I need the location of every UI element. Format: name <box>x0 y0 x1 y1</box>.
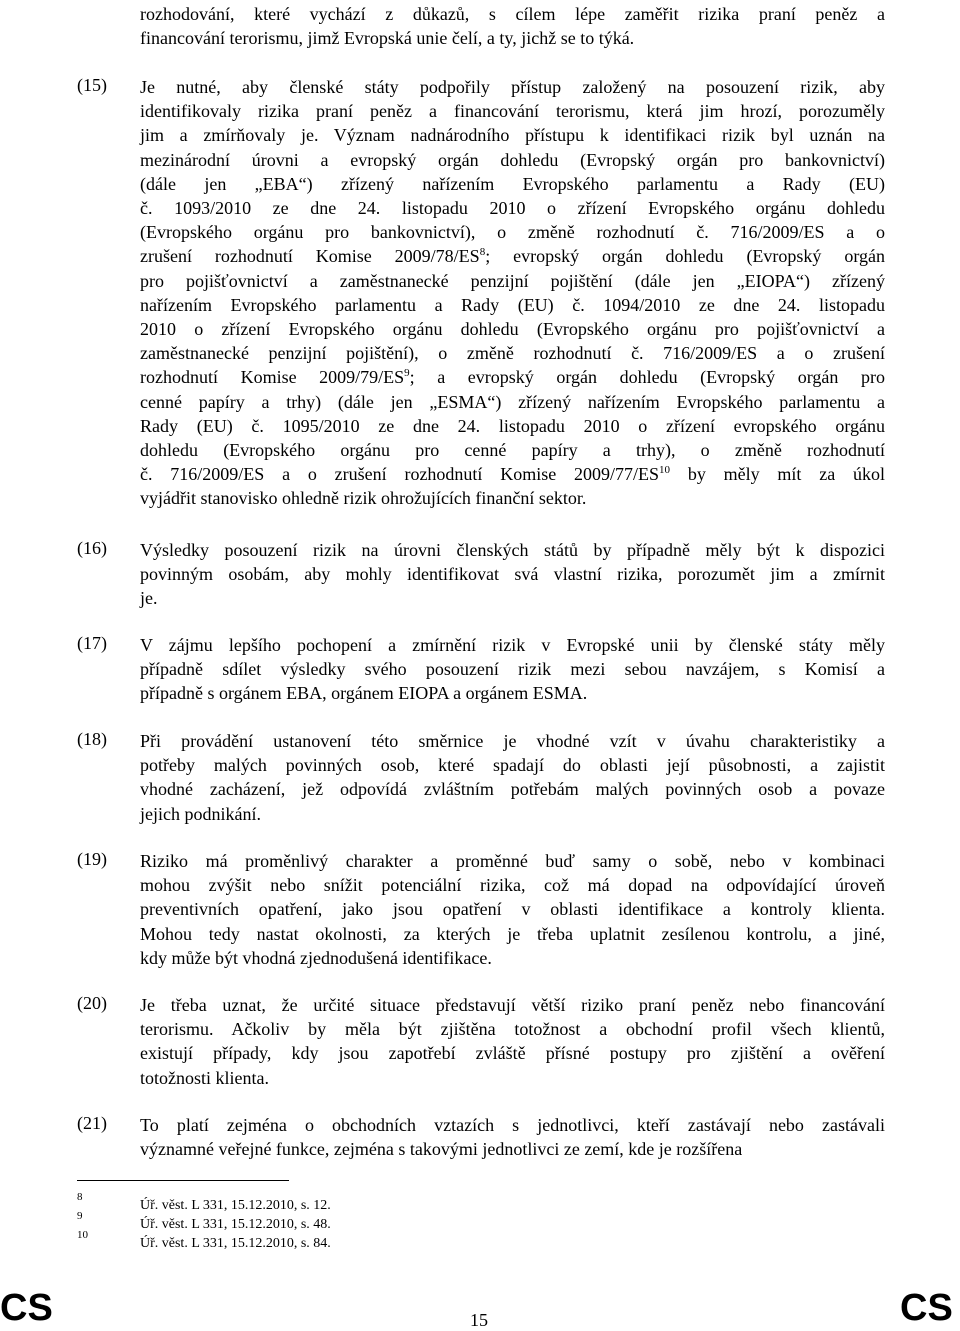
text-line: zaměstnanecké penzijní pojištění), o změně rozhodnutí č. 716/2009/ES a o zrušení <box>140 343 885 364</box>
paragraph-number: (20) <box>77 993 107 1013</box>
paragraph-number: (15) <box>77 75 107 95</box>
text-line: vhodné zacházení, jež odpovídá zvláštním potřebám malých povinných osob a povaze <box>140 779 885 800</box>
text-line: č. 716/2009/ES a o zrušení rozhodnutí Komise 2009/77/ES$^{10}$ by měly mít za úkol <box>140 464 885 485</box>
text-line: Je třeba uznat, že určité situace představují větší riziko praní peněz nebo financování <box>140 995 885 1015</box>
footnote-number: 8 <box>77 1191 83 1203</box>
paragraph-text <box>140 993 885 1090</box>
text-line: Riziko má proměnlivý charakter a proměnné buď samy o sobě, nebo v kombinaci <box>140 851 885 871</box>
text-line: mohou zvýšit nebo snížit potenciální rizika, což má dopad na odpovídající úroveň <box>140 875 885 896</box>
footnote <box>77 1191 577 1215</box>
text-line: nařízením Evropského parlamentu a Rady (EU) č. 1094/2010 ze dne 24. listopadu <box>140 294 885 315</box>
footnote-number: 10 <box>77 1229 88 1241</box>
text-line: (Evropského orgánu pro bankovnictví), o změně rozhodnutí č. 716/2009/ES a o <box>140 222 885 243</box>
text-line: identifikovaly rizika praní peněz a financování terorismu, která jim hrozí, porozuměly <box>140 101 885 122</box>
text-line: financování terorismu, jimž Evropská unie čelí, a ty, jichž se to týká. <box>140 28 635 49</box>
footnote-reference: 10 <box>659 464 671 477</box>
footer-language-left: CS <box>0 1287 53 1329</box>
text-line: V zájmu lepšího pochopení a zmírnění rizik v Evropské unii by členské státy měly <box>140 635 885 655</box>
paragraph-number: (21) <box>77 1113 107 1133</box>
paragraph-text <box>140 729 885 826</box>
footnote <box>77 1229 577 1253</box>
text-line: významné veřejné funkce, zejména s takovými jednotlivci ze zemí, kde je rozšířena <box>140 1139 743 1160</box>
text-line: jejich podnikání. <box>140 803 261 824</box>
text-line: č. 1093/2010 ze dne 24. listopadu 2010 o zřízení Evropského orgánu dohledu <box>140 198 885 219</box>
paragraph-text <box>140 849 885 970</box>
paragraph-text <box>140 1113 885 1161</box>
text-line: Mohou tedy nastat okolnosti, za kterých je třeba uplatnit zesílenou kontrolu, a jiné, <box>140 923 885 944</box>
text-line: cenné papíry a trhy) (dále jen „ESMA“) zřízený nařízením Evropského parlamentu a <box>140 391 885 412</box>
footnote-text: Úř. věst. L 331, 15.12.2010, s. 48. <box>140 1217 331 1232</box>
page-number: 15 <box>470 1310 488 1330</box>
footnote-separator <box>77 1180 289 1181</box>
text-line: terorismu. Ačkoliv by měla být zjištěna totožnost a obchodní profil všech klientů, <box>140 1019 885 1040</box>
text-line: rozhodování, které vychází z důkazů, s cílem lépe zaměřit rizika praní peněz a <box>140 4 885 24</box>
text-line: Při provádění ustanovení této směrnice je vhodné vzít v úvahu charakteristiky a <box>140 731 885 751</box>
text-line: rozhodnutí Komise $2009/79/ES^9$; a evropský orgán dohledu (Evropský orgán pro <box>140 367 885 388</box>
paragraph-text <box>140 538 885 611</box>
text-line: mezinárodní úrovni a evropský orgán dohledu (Evropský orgán pro bankovnictví) <box>140 149 885 170</box>
text-line: je. <box>140 588 158 609</box>
text-line: potřeby malých povinných osob, které spadají do oblasti její působnosti, a zajistit <box>140 755 885 776</box>
text-line: kdy může být vhodná zjednodušená identifikace. <box>140 947 492 968</box>
paragraph-number: (17) <box>77 633 107 653</box>
paragraph-text <box>140 633 885 706</box>
footnote-text: Úř. věst. L 331, 15.12.2010, s. 84. <box>140 1236 331 1251</box>
text-line: povinným osobám, aby mohly identifikovat svá vlastní rizika, porozumět jim a zmírnit <box>140 564 885 585</box>
text-line: Rady (EU) č. 1095/2010 ze dne 24. listopadu 2010 o zřízení evropského orgánu <box>140 415 885 436</box>
paragraph-number: (18) <box>77 729 107 749</box>
text-line: 2010 o zřízení Evropského orgánu dohledu (Evropského orgánu pro pojišťovnictví a <box>140 319 885 340</box>
text-line: (dále jen „EBA“) zřízený nařízením Evropského parlamentu a Rady (EU) <box>140 173 885 194</box>
text-line: pro pojišťovnictví a zaměstnanecké penzijní pojištění (dále jen „EIOPA“) zřízený <box>140 270 885 291</box>
footnote-number: 9 <box>77 1210 83 1222</box>
text-line: totožnosti klienta. <box>140 1067 269 1088</box>
text-line: zrušení rozhodnutí Komise $2009/78/ES^8$; evropský orgán dohledu (Evropský orgán <box>140 246 885 267</box>
text-line: jim a zmírňovaly je. Význam nadnárodního přístupu k identifikaci rizik byl uznán na <box>140 125 885 146</box>
footnote-reference: 8 <box>479 246 486 259</box>
footer-language-right: CS <box>900 1287 953 1329</box>
text-line: dohledu (Evropského orgánu pro cenné papíry a trhy), o změně rozhodnutí <box>140 440 885 461</box>
text-line: Výsledky posouzení rizik na úrovni členských států by případně měly být k dispozici <box>140 540 885 560</box>
text-line: vyjádřit stanovisko ohledně rizik ohrožujících finanční sektor. <box>140 488 587 509</box>
text-line: existují případy, kdy jsou zapotřebí zvláště přísné postupy pro zjištění a ověření <box>140 1043 885 1064</box>
paragraph-text <box>140 75 885 511</box>
text-line: případně sdílet výsledky svého posouzení rizik mezi sebou navzájem, s Komisí a <box>140 659 885 680</box>
intro-text <box>140 2 885 50</box>
footnote-reference: 9 <box>404 367 410 380</box>
footnote <box>77 1210 577 1234</box>
footnote-text: Úř. věst. L 331, 15.12.2010, s. 12. <box>140 1198 331 1213</box>
paragraph-number: (19) <box>77 849 107 869</box>
text-line: To platí zejména o obchodních vztazích s jednotlivci, kteří zastávají nebo zastávali <box>140 1115 885 1135</box>
paragraph-number: (16) <box>77 538 107 558</box>
text-line: preventivních opatření, jako jsou opatření v oblasti identifikace a kontroly klienta. <box>140 899 885 920</box>
text-line: Je nutné, aby členské státy podpořily přístup založený na posouzení rizik, aby <box>140 77 885 97</box>
text-line: případně s orgánem EBA, orgánem EIOPA a orgánem ESMA. <box>140 683 588 704</box>
